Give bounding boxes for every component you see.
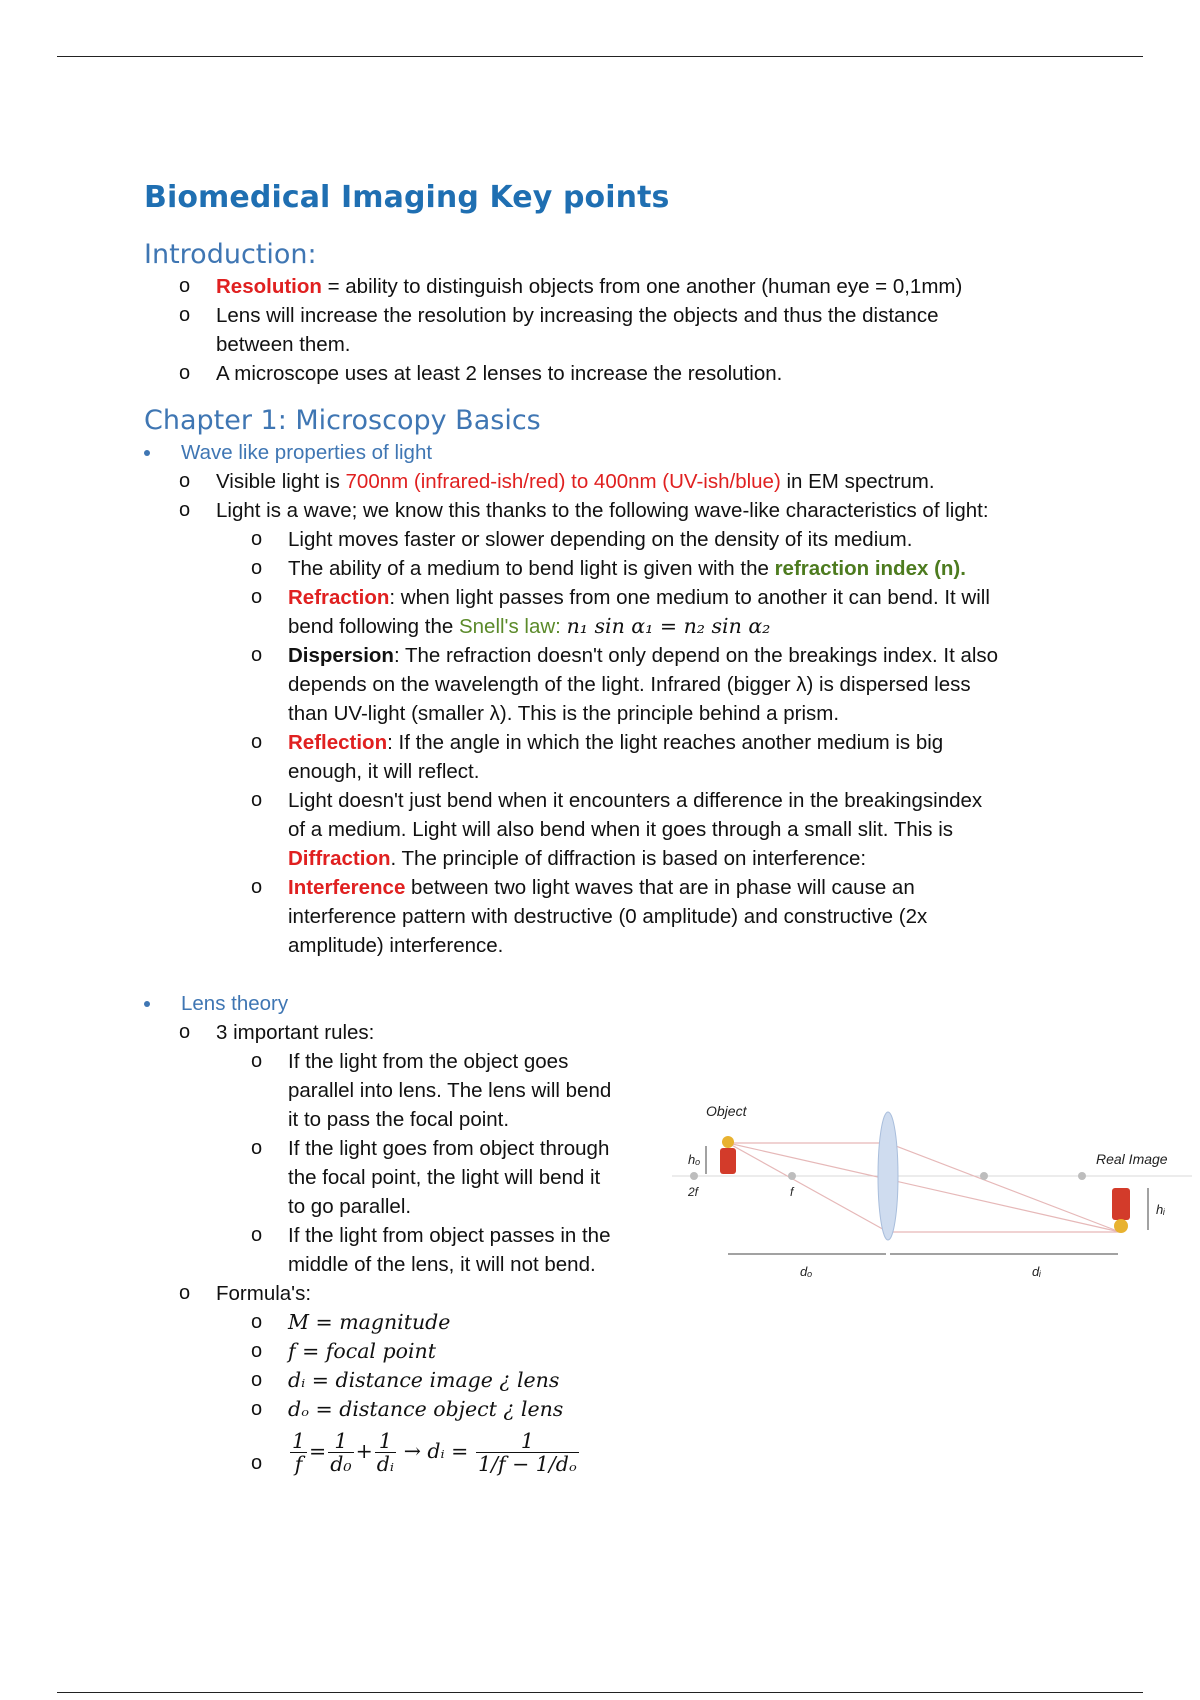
denominator: f xyxy=(294,1452,303,1477)
formula-item xyxy=(144,1366,1104,1395)
snell-formula: n₁ sin α₁ = n₂ sin α₂ xyxy=(566,614,771,638)
bullet-o: o xyxy=(251,1050,263,1072)
lens-heading: Lens theory xyxy=(181,992,289,1015)
bullet-o: o xyxy=(251,586,263,608)
item-text: Formula's: xyxy=(216,1282,312,1305)
header-rule xyxy=(57,56,1143,57)
list-item-continued xyxy=(144,612,1104,641)
formula-item xyxy=(144,1395,1104,1424)
term-interference: Interference xyxy=(288,876,406,899)
item-text: enough, it will reflect. xyxy=(288,760,480,783)
equals-sign: = xyxy=(309,1439,327,1463)
list-item xyxy=(144,301,1104,330)
wave-heading: Wave like properties of light xyxy=(181,441,433,464)
item-text: between them. xyxy=(216,333,351,356)
list-item xyxy=(144,272,1104,301)
list-item-continued xyxy=(144,931,1104,960)
list-item-continued xyxy=(144,330,1104,359)
item-text: to go parallel. xyxy=(288,1195,412,1218)
term-diffraction: Diffraction xyxy=(288,847,391,870)
bullet-o: o xyxy=(251,1137,263,1159)
formula-focal-point: f = focal point xyxy=(288,1339,436,1363)
item-text: in EM spectrum. xyxy=(780,470,935,493)
item-text: amplitude) interference. xyxy=(288,934,504,957)
item-text: it to pass the focal point. xyxy=(288,1108,510,1131)
real-image-figure-icon xyxy=(1112,1188,1130,1233)
item-text: . The principle of diffraction is based on interference: xyxy=(390,847,867,870)
fraction xyxy=(328,1430,353,1475)
item-text: Lens will increase the resolution by increasing the objects and thus the distance xyxy=(216,304,939,327)
bullet-o: o xyxy=(179,304,191,326)
item-text: Light is a wave; we know this thanks to the following wave-like characteristics of light: xyxy=(216,499,989,522)
object-figure-icon xyxy=(720,1136,736,1174)
footer-rule xyxy=(57,1692,1143,1693)
bullet-o: o xyxy=(251,1369,263,1391)
plus-sign: + xyxy=(355,1439,373,1463)
item-text: bend following the xyxy=(288,615,459,638)
do-label: dₒ xyxy=(800,1264,813,1279)
fraction xyxy=(476,1430,579,1475)
real-image-label: Real Image xyxy=(1096,1151,1168,1167)
formula-arrow: → dᵢ = xyxy=(403,1439,469,1463)
item-text: 3 important rules: xyxy=(216,1021,375,1044)
bullet-dot xyxy=(144,1001,150,1007)
bullet-o: o xyxy=(251,731,263,753)
bullet-o: o xyxy=(179,470,191,492)
numerator: 1 xyxy=(292,1429,306,1454)
denominator: 1/f − 1/dₒ xyxy=(478,1452,577,1477)
list-item xyxy=(144,786,1104,815)
item-text: : The refraction doesn't only depend on the breakings index. It also xyxy=(393,644,999,667)
term-refraction-index: refraction index (n). xyxy=(774,557,966,580)
item-text: : If the angle in which the light reaches another medium is big xyxy=(387,731,944,754)
bullet-o: o xyxy=(251,1452,263,1474)
list-item xyxy=(144,583,1104,612)
focal-point-2f-icon xyxy=(690,1172,698,1180)
f-label: f xyxy=(790,1185,794,1199)
item-text: depends on the wavelength of the light. Infrared (bigger λ) is dispersed less xyxy=(288,673,971,696)
bullet-o: o xyxy=(251,557,263,579)
item-text: If the light goes from object through xyxy=(288,1137,610,1160)
formula-item xyxy=(144,1337,1104,1366)
numerator: 1 xyxy=(328,1430,353,1453)
bullet-o: o xyxy=(251,644,263,666)
di-label: dᵢ xyxy=(1032,1264,1041,1279)
item-text: between two light waves that are in phase will cause an xyxy=(405,876,915,899)
term-reflection: Reflection xyxy=(288,731,388,754)
bullet-o: o xyxy=(251,789,263,811)
item-text: : when light passes from one medium to another it can bend. It will xyxy=(389,586,990,609)
bullet-o: o xyxy=(251,1340,263,1362)
ho-label: hₒ xyxy=(688,1152,701,1167)
item-text: If the light from object passes in the xyxy=(288,1224,611,1247)
term-refraction: Refraction xyxy=(288,586,390,609)
item-text: than UV-light (smaller λ). This is the principle behind a prism. xyxy=(288,702,840,725)
bullet-o: o xyxy=(179,1021,191,1043)
formula-distance-object: dₒ = distance object ¿ lens xyxy=(288,1397,564,1421)
bullet-o: o xyxy=(251,1311,263,1333)
lens-diagram xyxy=(672,1104,1192,1294)
lens-icon xyxy=(878,1112,898,1240)
introduction-heading: Introduction: xyxy=(144,239,317,270)
bullet-wave xyxy=(144,438,1104,467)
item-text: Light moves faster or slower depending on the density of its medium. xyxy=(288,528,913,551)
focal-point-icon xyxy=(980,1172,988,1180)
numerator: 1 xyxy=(476,1430,579,1453)
item-text: Light doesn't just bend when it encounters a difference in the breakingsindex xyxy=(288,789,983,812)
item-text: middle of the lens, it will not bend. xyxy=(288,1253,596,1276)
bullet-o: o xyxy=(251,1398,263,1420)
bullet-lens xyxy=(144,989,1104,1018)
item-text: Visible light is xyxy=(216,470,346,493)
formula-item xyxy=(144,1308,1104,1337)
list-item xyxy=(144,554,1104,583)
term-snells-law: Snell's law: xyxy=(458,615,561,638)
list-item-continued xyxy=(144,699,1104,728)
list-item xyxy=(144,873,1104,902)
formula-distance-image: dᵢ = distance image ¿ lens xyxy=(288,1368,560,1392)
item-text: If the light from the object goes xyxy=(288,1050,569,1073)
term-resolution: Resolution xyxy=(216,275,322,298)
bullet-dot xyxy=(144,450,150,456)
fraction xyxy=(375,1430,396,1475)
list-item xyxy=(144,359,1104,388)
item-text: The ability of a medium to bend light is given with the xyxy=(288,557,775,580)
list-item-continued xyxy=(144,902,1104,931)
denominator: d₀ xyxy=(330,1452,352,1477)
list-item-continued xyxy=(144,757,1104,786)
bullet-o: o xyxy=(179,499,191,521)
denominator: dᵢ xyxy=(376,1452,395,1477)
list-item xyxy=(144,525,1104,554)
formula-magnitude: M = magnitude xyxy=(288,1310,451,1334)
list-item-continued xyxy=(144,1076,1104,1105)
document-title: Biomedical Imaging Key points xyxy=(144,180,670,215)
list-item-continued xyxy=(144,670,1104,699)
item-text: A microscope uses at least 2 lenses to increase the resolution. xyxy=(216,362,783,385)
hi-label: hᵢ xyxy=(1156,1202,1165,1217)
focal-point-icon xyxy=(788,1172,796,1180)
object-label: Object xyxy=(706,1104,747,1119)
formula-item xyxy=(144,1426,1104,1477)
bullet-o: o xyxy=(179,1282,191,1304)
chapter1-heading: Chapter 1: Microscopy Basics xyxy=(144,405,541,436)
list-item-continued xyxy=(144,815,1104,844)
list-item xyxy=(144,467,1104,496)
item-text: = ability to distinguish objects from one another (human eye = 0,1mm) xyxy=(321,275,963,298)
list-item-continued xyxy=(144,844,1104,873)
item-text: parallel into lens. The lens will bend xyxy=(288,1079,612,1102)
item-text: of a medium. Light will also bend when it goes through a small slit. This is xyxy=(288,818,954,841)
twof-label: 2f xyxy=(688,1185,699,1199)
list-item xyxy=(144,641,1104,670)
term-dispersion: Dispersion xyxy=(288,644,394,667)
fraction xyxy=(290,1430,307,1475)
list-item xyxy=(144,728,1104,757)
focal-point-icon xyxy=(1078,1172,1086,1180)
list-item xyxy=(144,496,1104,525)
bullet-o: o xyxy=(251,528,263,550)
numerator: 1 xyxy=(375,1430,396,1453)
bullet-o: o xyxy=(251,1224,263,1246)
bullet-o: o xyxy=(179,275,191,297)
bullet-o: o xyxy=(251,876,263,898)
item-text: the focal point, the light will bend it xyxy=(288,1166,601,1189)
list-item xyxy=(144,1018,1104,1047)
item-text: interference pattern with destructive (0 amplitude) and constructive (2x xyxy=(288,905,928,928)
visible-range: 700nm (infrared-ish/red) to 400nm (UV-ish/blue) xyxy=(345,470,781,493)
bullet-o: o xyxy=(179,362,191,384)
list-item xyxy=(144,1047,1104,1076)
light-ray xyxy=(728,1143,888,1232)
